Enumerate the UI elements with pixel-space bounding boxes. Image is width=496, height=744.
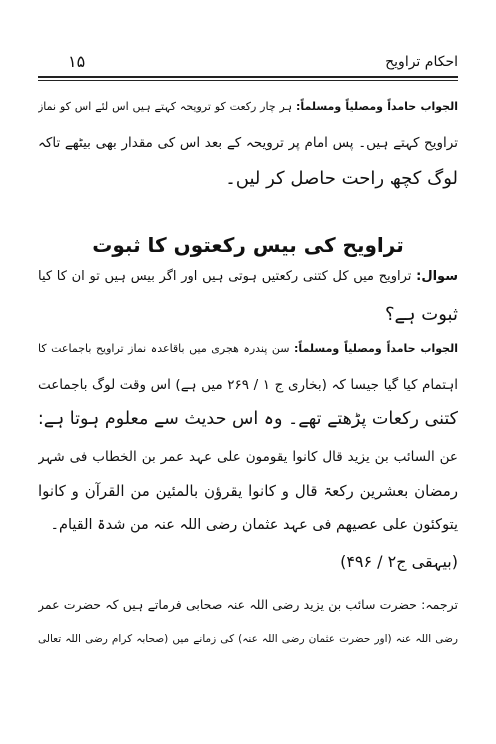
answer1-lead: الجواب حامداً ومصلیاً ومسلماً: [295,100,458,113]
answer1-line-1 [38,92,458,122]
header-rule [38,80,458,81]
hadith-line-2: رمضان بعشرین رکعۃ قال و کانوا یقرؤن بالمئین من القرآن و کانوا [38,482,458,500]
answer1-line-3: لوگ کچھ راحت حاصل کر لیں۔ [225,168,458,189]
answer2-line-2: اہتمام کیا گیا جیسا کہ (بخاری ج ۱ / ۲۶۹ میں ہے) اس وقت لوگ باجماعت [38,377,458,393]
page-number: ۱۵ [68,52,86,71]
question-line-2: ثبوت ہے؟ [384,304,458,325]
hadith-line-3: یتوکئون علی عصیهم فی عہد عثمان رضی اللہ عنہ من شدۃ القیام۔ [50,517,458,533]
page-header [38,52,458,78]
question-text-1: تراویح میں کل کتنی رکعتیں ہوتی ہیں اور اگر بیس ہیں تو ان کا کیا [38,269,412,284]
answer2-line-3: کتنی رکعات پڑھتے تھے۔ وہ اس حدیث سے معلوم ہوتا ہے: [38,409,458,429]
translation-line-1: ترجمہ: حضرت سائب بن یزید رضی اللہ عنہ صحابی فرماتے ہیں کہ حضرت عمر [38,597,458,612]
answer1-text-1: ہر چار رکعت کو ترویحہ کہتے ہیں اس لئے اس کو نماز [38,100,293,113]
hadith-line-1: عن السائب بن یزید قال کانوا یقومون علی عہد عمر بن الخطاب فی شہر [38,449,458,465]
question-line-1 [38,262,458,292]
answer1-line-2: تراویح کہتے ہیں۔ پس امام پر ترویحہ کے بعد اس کی مقدار بھی بیٹھے تاکہ [38,135,458,151]
answer2-line-1 [38,334,458,364]
hadith-reference: (بیہقی ج۲ / ۴۹۶) [340,552,458,571]
header-title: احکام تراویح [385,54,458,70]
section-heading: تراویح کی بیس رکعتوں کا ثبوت [92,233,404,257]
answer2-lead: الجواب حامداً ومصلیاً ومسلماً: [293,342,458,355]
answer2-text-1: سن پندرہ ھجری میں باقاعدہ نماز تراویح باجماعت کا [38,342,290,355]
question-lead: سوال: [416,269,458,284]
translation-line-2: رضی اللہ عنہ (اور حضرت عثمان رضی اللہ عنہ) کی زمانے میں (صحابہ کرام رضی اللہ تعالی [38,633,458,645]
